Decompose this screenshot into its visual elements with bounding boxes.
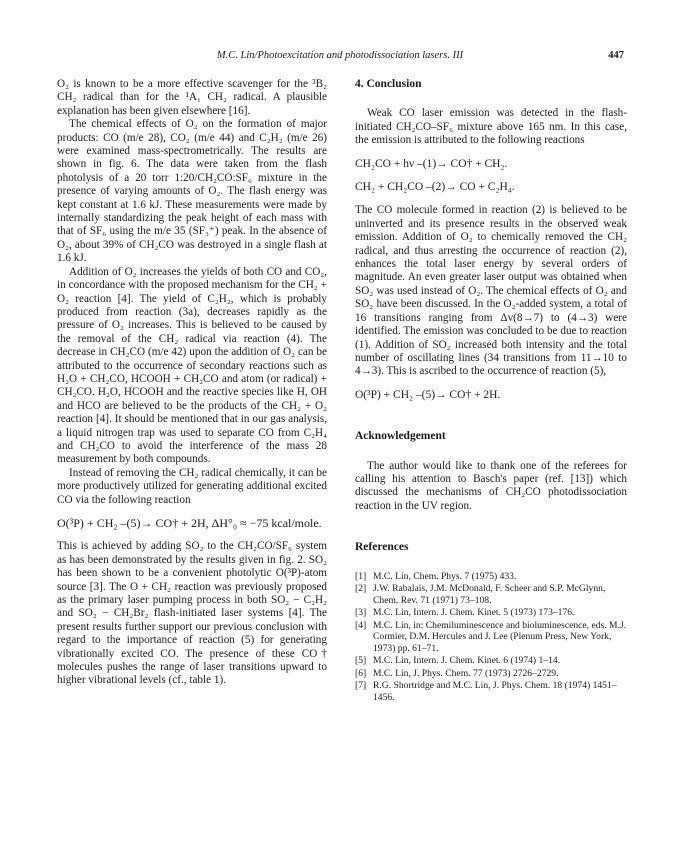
reference-list [355, 571, 627, 704]
section-heading-conclusion: 4. Conclusion [355, 78, 422, 90]
paragraph: This is achieved by adding SO₂ to the CH₂CO/SF₆ system as has been demonstrated by the results given in fig. 2. SO₂ has been shown to be a convenient photolytic O(³P)-atom source [3]. The O + CH₂ reaction was previously proposed as the primary laser pumping process in both SO₂ − C₂H₂ and SO₂ − CH₂Br₂ flash-initiated laser systems [4]. The present results further support our previous conclusion with regard to the importance of reaction (5) for generating vibrationally excited CO. The presence of these CO† molecules pushes the range of laser transitions upward to higher vibrational levels (cf., table 1). [57, 540, 327, 687]
section-heading-acknowledgement: Acknowledgement [355, 430, 446, 443]
equation-reaction-1: CH₂CO + hν –(1)→ CO† + CH₂. [355, 157, 508, 170]
acknowledgement-text: The author would like to thank one of the referees for calling his attention to Basch's paper (ref. [13]) which discussed the mechanisms of CH₂CO photodissociation reaction in the UV region. [355, 459, 627, 512]
reference-item [355, 607, 627, 619]
paragraph: Addition of O₂ increases the yields of both CO and CO₂, in concordance with the proposed mechanism for the CH₂ + O₂ reaction [4]. The yield of C₂H₂, which is probably produced from reaction (3a), decreases rapidly as the pressure of O₂ increases. This is believed to be caused by the removal of the CH₂ radical via reaction (4). The decrease in CH₂CO (m/e 42) upon the addition of O₂ can be attributed to the occurrence of secondary reactions such as H₂O + CH₂CO, HCOOH + CH₂CO and atom (or radical) + CH₂CO. H₂O, HCOOH and the reactive species like H, OH and HCO are believed to be the products of the CH₂ + O₂ reaction [4]. It should be mentioned that in our gas analysis, a liquid nitrogen trap was used to separate CO from C₂H₄ and CH₂CO to avoid the interference of the mass 28 measurement by both compounds. [57, 265, 327, 466]
reference-item [355, 583, 627, 606]
reference-number: [5] [355, 655, 367, 667]
reference-number: [7] [355, 680, 367, 692]
reference-number: [1] [355, 570, 367, 582]
paragraph: Instead of removing the CH₂ radical chemically, it can be more productively utilized for generating additional excited CO via the following reaction [57, 466, 327, 506]
reference-text: M.C. Lin, in: Chemiluminescence and bioluminescence, eds. M.J. Cormier, D.M. Hercules and J. Lee (Plenum Press, New York, 1973) pp. 61–71. [373, 619, 627, 654]
reference-item [355, 655, 627, 667]
right-column [355, 78, 627, 704]
reference-text: J.W. Rabalais, J.M. McDonald, F. Scheer and S.P. McGlynn, Chem. Rev. 71 (1971) 73–108. [373, 583, 606, 606]
reference-text: M.C. Lin, J. Phys. Chem. 77 (1973) 2726–2729. [373, 667, 559, 679]
reference-number: [2] [355, 583, 367, 595]
running-header [0, 50, 680, 66]
page-number: 447 [608, 50, 624, 61]
reference-text: M.C. Lin, Intern. J. Chem. Kinet. 6 (1974) 1–14. [373, 655, 561, 667]
reference-item [355, 620, 627, 655]
reference-item [355, 680, 627, 703]
equation-reaction-2: CH₂ + CH₂CO –(2)→ CO + C₂H₄. [355, 181, 515, 194]
reference-item [355, 668, 627, 680]
equation-reaction-5b: O(³P) + CH₂ –(5)→ CO† + 2H. [355, 388, 501, 401]
reference-text: R.G. Shortridge and M.C. Lin, J. Phys. Chem. 18 (1974) 1451–1456. [373, 680, 617, 703]
running-title: M.C. Lin/Photoexcitation and photodissociation lasers. III [216, 50, 464, 61]
left-column [57, 78, 327, 688]
reference-item [355, 571, 627, 583]
reference-text: M.C. Lin, Chem. Phys. 7 (1975) 433. [373, 570, 517, 582]
section-heading-references: References [355, 541, 409, 554]
reference-number: [3] [355, 607, 367, 619]
reference-text: M.C. Lin, Intern. J. Chem. Kinet. 5 (1973) 173–176. [373, 607, 575, 619]
paragraph: Weak CO laser emission was detected in the flash-initiated CH₂CO–SF₆ mixture above 165 nm. In this case, the emission is attributed to the following reactions [355, 107, 627, 147]
reference-number: [6] [355, 667, 367, 679]
paragraph: O₂ is known to be a more effective scavenger for the ³B₂ CH₂ radical than for the ¹A₁ CH₂ radical. A plausible explanation has been given elsewhere [16]. [57, 78, 327, 117]
equation-reaction-5: O(³P) + CH₂ –(5)→ CO† + 2H, ΔH°₀ ≈ −75 kcal/mole. [57, 516, 322, 530]
paragraph: The chemical effects of O₂ on the formation of major products: CO (m/e 28), CO₂ (m/e 44) and C₂H₂ (m/e 26) were examined mass-spectrometrically. The results are shown in fig. 6. The data were taken from the flash photolysis of a 20 torr 1:20/CH₂CO:SF₆ mixture in the presence of varying amounts of O₂. The flash energy was kept constant at 1.6 kJ. These measurements were made by internally standardizing the peak height of each mass with that of SF₆ using the m/e 35 (SF₃⁺) peak. In the absence of O₂, about 39% of CH₂CO was destroyed in a single flash at 1.6 kJ. [57, 118, 327, 265]
reference-number: [4] [355, 619, 367, 631]
paragraph: The CO molecule formed in reaction (2) is believed to be uninverted and its presence results in the observed weak emission. Addition of O₂ to chemically removed the CH₂ radical, and thus arresting the occurrence of reaction (2), enhances the total laser energy by several orders of magnitude. An even greater laser output was obtained when SO₂ was used instead of O₂. The chemical effects of O₂ and SO₂ have been discussed. In the O₂-added system, a total of 16 transitions ranging from Δv(8→7) to (4→3) were identified. The emission was concluded to be due to reaction (1). Addition of SO₂ increased both intensity and the total number of oscillating lines (34 transitions from 11→10 to 4→3). This is ascribed to the occurrence of reaction (5), [355, 204, 627, 378]
